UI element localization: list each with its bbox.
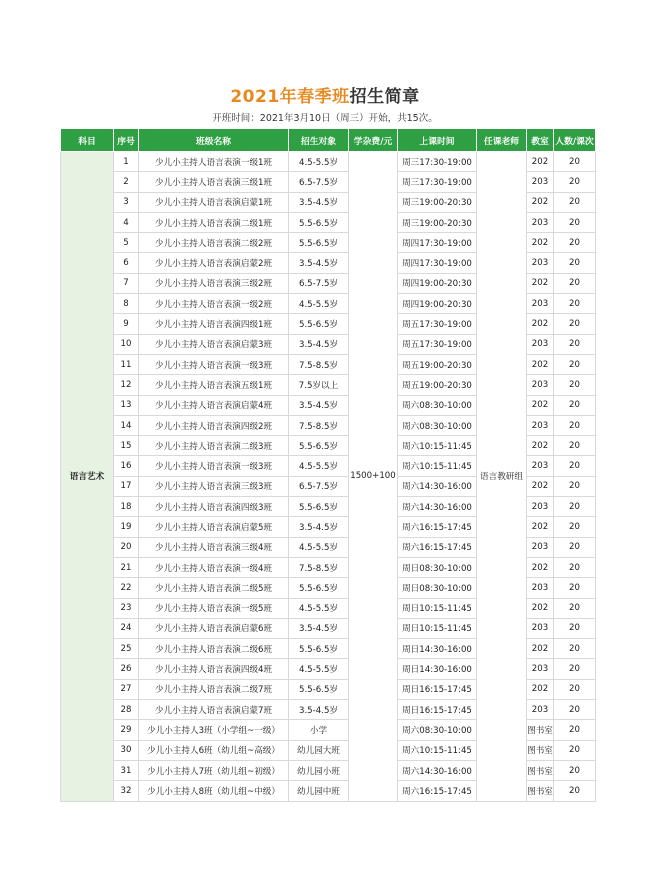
seat-count: 20: [554, 781, 596, 801]
header-cell: 人数/课次: [554, 129, 596, 152]
row-number: 6: [114, 253, 139, 273]
row-number: 31: [114, 760, 139, 780]
row-number: 5: [114, 233, 139, 253]
subject-cell: 语言艺术: [61, 152, 114, 802]
class-time: 周四17:30-19:00: [398, 253, 477, 273]
row-number: 4: [114, 212, 139, 232]
classroom: 203: [527, 294, 554, 314]
seat-count: 20: [554, 233, 596, 253]
row-number: 7: [114, 273, 139, 293]
seat-count: 20: [554, 740, 596, 760]
class-time: 周三17:30-19:00: [398, 152, 477, 172]
seat-count: 20: [554, 294, 596, 314]
header-cell: 序号: [114, 129, 139, 152]
seat-count: 20: [554, 354, 596, 374]
header-cell: 教室: [527, 129, 554, 152]
class-time: 周五19:00-20:30: [398, 375, 477, 395]
classroom: 203: [527, 334, 554, 354]
target-audience: 7.5岁以上: [289, 375, 349, 395]
target-audience: 5.5-6.5岁: [289, 497, 349, 517]
row-number: 21: [114, 557, 139, 577]
classroom: 203: [527, 456, 554, 476]
class-time: 周六10:15-11:45: [398, 740, 477, 760]
class-name: 少儿小主持人语言表演一级3班: [139, 354, 289, 374]
row-number: 30: [114, 740, 139, 760]
seat-count: 20: [554, 314, 596, 334]
classroom: 203: [527, 415, 554, 435]
classroom: 202: [527, 517, 554, 537]
class-time: 周五19:00-20:30: [398, 354, 477, 374]
class-time: 周日16:15-17:45: [398, 679, 477, 699]
class-name: 少儿小主持人语言表演二级3班: [139, 436, 289, 456]
class-name: 少儿小主持人语言表演启蒙5班: [139, 517, 289, 537]
row-number: 26: [114, 659, 139, 679]
header-cell: 招生对象: [289, 129, 349, 152]
class-time: 周六16:15-17:45: [398, 517, 477, 537]
seat-count: 20: [554, 415, 596, 435]
class-time: 周四19:00-20:30: [398, 294, 477, 314]
class-time: 周六10:15-11:45: [398, 436, 477, 456]
seat-count: 20: [554, 253, 596, 273]
classroom: 202: [527, 557, 554, 577]
target-audience: 5.5-6.5岁: [289, 679, 349, 699]
class-name: 少儿小主持人语言表演一级3班: [139, 456, 289, 476]
class-time: 周六16:15-17:45: [398, 781, 477, 801]
target-audience: 幼儿园大班: [289, 740, 349, 760]
target-audience: 4.5-5.5岁: [289, 598, 349, 618]
fee-cell: 1500+100: [349, 152, 398, 802]
seat-count: 20: [554, 659, 596, 679]
class-name: 少儿小主持人语言表演启蒙1班: [139, 192, 289, 212]
row-number: 15: [114, 436, 139, 456]
target-audience: 3.5-4.5岁: [289, 700, 349, 720]
class-name: 少儿小主持人语言表演启蒙3班: [139, 334, 289, 354]
seat-count: 20: [554, 700, 596, 720]
class-name: 少儿小主持人语言表演启蒙7班: [139, 700, 289, 720]
seat-count: 20: [554, 273, 596, 293]
classroom: 203: [527, 618, 554, 638]
classroom: 203: [527, 700, 554, 720]
class-time: 周三19:00-20:30: [398, 192, 477, 212]
classroom: 图书室: [527, 781, 554, 801]
header-cell: 学杂费/元: [349, 129, 398, 152]
class-name: 少儿小主持人语言表演启蒙4班: [139, 395, 289, 415]
teacher-cell: 语言教研组: [477, 152, 527, 802]
class-name: 少儿小主持人语言表演五级1班: [139, 375, 289, 395]
seat-count: 20: [554, 537, 596, 557]
target-audience: 4.5-5.5岁: [289, 456, 349, 476]
classroom: 203: [527, 172, 554, 192]
class-time: 周四19:00-20:30: [398, 273, 477, 293]
class-name: 少儿小主持人6班（幼儿组~高级）: [139, 740, 289, 760]
class-time: 周六16:15-17:45: [398, 537, 477, 557]
classroom: 图书室: [527, 720, 554, 740]
row-number: 28: [114, 700, 139, 720]
class-name: 少儿小主持人语言表演三级4班: [139, 537, 289, 557]
seat-count: 20: [554, 476, 596, 496]
class-name: 少儿小主持人语言表演二级7班: [139, 679, 289, 699]
target-audience: 6.5-7.5岁: [289, 273, 349, 293]
classroom: 202: [527, 233, 554, 253]
classroom: 203: [527, 375, 554, 395]
class-name: 少儿小主持人语言表演一级5班: [139, 598, 289, 618]
seat-count: 20: [554, 760, 596, 780]
class-name: 少儿小主持人语言表演二级2班: [139, 233, 289, 253]
class-name: 少儿小主持人语言表演一级4班: [139, 557, 289, 577]
row-number: 3: [114, 192, 139, 212]
target-audience: 4.5-5.5岁: [289, 294, 349, 314]
class-time: 周六14:30-16:00: [398, 497, 477, 517]
class-time: 周日10:15-11:45: [398, 598, 477, 618]
row-number: 11: [114, 354, 139, 374]
classroom: 203: [527, 659, 554, 679]
seat-count: 20: [554, 497, 596, 517]
target-audience: 6.5-7.5岁: [289, 476, 349, 496]
classroom: 202: [527, 476, 554, 496]
target-audience: 5.5-6.5岁: [289, 578, 349, 598]
class-name: 少儿小主持人7班（幼儿组~初级）: [139, 760, 289, 780]
class-time: 周四17:30-19:00: [398, 233, 477, 253]
seat-count: 20: [554, 212, 596, 232]
classroom: 202: [527, 639, 554, 659]
class-name: 少儿小主持人语言表演四级1班: [139, 314, 289, 334]
class-name: 少儿小主持人3班（小学组~一级）: [139, 720, 289, 740]
seat-count: 20: [554, 557, 596, 577]
class-time: 周日08:30-10:00: [398, 578, 477, 598]
target-audience: 3.5-4.5岁: [289, 618, 349, 638]
row-number: 22: [114, 578, 139, 598]
seat-count: 20: [554, 192, 596, 212]
class-time: 周六08:30-10:00: [398, 415, 477, 435]
class-name: 少儿小主持人语言表演三级2班: [139, 273, 289, 293]
class-time: 周三17:30-19:00: [398, 172, 477, 192]
class-name: 少儿小主持人语言表演四级3班: [139, 497, 289, 517]
class-name: 少儿小主持人语言表演启蒙2班: [139, 253, 289, 273]
table-row: [61, 152, 596, 172]
target-audience: 3.5-4.5岁: [289, 395, 349, 415]
class-name: 少儿小主持人语言表演一级1班: [139, 152, 289, 172]
row-number: 9: [114, 314, 139, 334]
target-audience: 3.5-4.5岁: [289, 334, 349, 354]
classroom: 203: [527, 497, 554, 517]
class-name: 少儿小主持人语言表演四级2班: [139, 415, 289, 435]
classroom: 202: [527, 598, 554, 618]
target-audience: 5.5-6.5岁: [289, 314, 349, 334]
row-number: 16: [114, 456, 139, 476]
class-name: 少儿小主持人语言表演三级1班: [139, 172, 289, 192]
class-name: 少儿小主持人语言表演二级1班: [139, 212, 289, 232]
row-number: 18: [114, 497, 139, 517]
seat-count: 20: [554, 720, 596, 740]
classroom: 图书室: [527, 760, 554, 780]
header-cell: 上课时间: [398, 129, 477, 152]
target-audience: 4.5-5.5岁: [289, 537, 349, 557]
classroom: 202: [527, 395, 554, 415]
row-number: 8: [114, 294, 139, 314]
classroom: 202: [527, 152, 554, 172]
class-time: 周日14:30-16:00: [398, 659, 477, 679]
classroom: 203: [527, 212, 554, 232]
class-time: 周六10:15-11:45: [398, 456, 477, 476]
row-number: 14: [114, 415, 139, 435]
class-time: 周三19:00-20:30: [398, 212, 477, 232]
seat-count: 20: [554, 456, 596, 476]
title-rest: 招生简章: [349, 87, 420, 107]
target-audience: 幼儿园中班: [289, 781, 349, 801]
seat-count: 20: [554, 375, 596, 395]
row-number: 23: [114, 598, 139, 618]
classroom: 202: [527, 192, 554, 212]
seat-count: 20: [554, 517, 596, 537]
row-number: 19: [114, 517, 139, 537]
seat-count: 20: [554, 679, 596, 699]
target-audience: 5.5-6.5岁: [289, 639, 349, 659]
classroom: 202: [527, 314, 554, 334]
row-number: 32: [114, 781, 139, 801]
header-cell: 科目: [61, 129, 114, 152]
seat-count: 20: [554, 436, 596, 456]
class-name: 少儿小主持人语言表演一级2班: [139, 294, 289, 314]
classroom: 202: [527, 273, 554, 293]
classroom: 202: [527, 436, 554, 456]
target-audience: 4.5-5.5岁: [289, 659, 349, 679]
row-number: 24: [114, 618, 139, 638]
class-name: 少儿小主持人语言表演四级4班: [139, 659, 289, 679]
target-audience: 3.5-4.5岁: [289, 192, 349, 212]
seat-count: 20: [554, 152, 596, 172]
class-name: 少儿小主持人8班（幼儿组~中级）: [139, 781, 289, 801]
table-body: [61, 152, 596, 802]
class-time: 周日08:30-10:00: [398, 557, 477, 577]
header-cell: 任课老师: [477, 129, 527, 152]
classroom: 203: [527, 253, 554, 273]
row-number: 17: [114, 476, 139, 496]
target-audience: 5.5-6.5岁: [289, 212, 349, 232]
row-number: 10: [114, 334, 139, 354]
page-title: [0, 82, 650, 107]
class-name: 少儿小主持人语言表演启蒙6班: [139, 618, 289, 638]
class-time: 周六14:30-16:00: [398, 760, 477, 780]
row-number: 25: [114, 639, 139, 659]
target-audience: 4.5-5.5岁: [289, 152, 349, 172]
target-audience: 7.5-8.5岁: [289, 354, 349, 374]
header-cell: 班级名称: [139, 129, 289, 152]
title-accent: 2021年春季班: [230, 87, 350, 107]
header-row: [61, 129, 596, 152]
seat-count: 20: [554, 395, 596, 415]
classroom: 图书室: [527, 740, 554, 760]
target-audience: 7.5-8.5岁: [289, 557, 349, 577]
row-number: 27: [114, 679, 139, 699]
row-number: 29: [114, 720, 139, 740]
page-subtitle: 开班时间：2021年3月10日（周三）开始，共15次。: [212, 113, 438, 124]
classroom: 202: [527, 354, 554, 374]
target-audience: 3.5-4.5岁: [289, 253, 349, 273]
class-time: 周日16:15-17:45: [398, 700, 477, 720]
target-audience: 5.5-6.5岁: [289, 436, 349, 456]
enrollment-table: [60, 128, 596, 802]
class-time: 周六08:30-10:00: [398, 720, 477, 740]
target-audience: 幼儿园小班: [289, 760, 349, 780]
class-time: 周五17:30-19:00: [398, 314, 477, 334]
class-time: 周日14:30-16:00: [398, 639, 477, 659]
class-name: 少儿小主持人语言表演二级5班: [139, 578, 289, 598]
row-number: 20: [114, 537, 139, 557]
classroom: 203: [527, 578, 554, 598]
target-audience: 3.5-4.5岁: [289, 517, 349, 537]
row-number: 13: [114, 395, 139, 415]
seat-count: 20: [554, 334, 596, 354]
seat-count: 20: [554, 618, 596, 638]
class-time: 周日10:15-11:45: [398, 618, 477, 638]
class-time: 周六08:30-10:00: [398, 395, 477, 415]
seat-count: 20: [554, 172, 596, 192]
row-number: 12: [114, 375, 139, 395]
seat-count: 20: [554, 578, 596, 598]
seat-count: 20: [554, 639, 596, 659]
target-audience: 5.5-6.5岁: [289, 233, 349, 253]
row-number: 2: [114, 172, 139, 192]
class-name: 少儿小主持人语言表演二级6班: [139, 639, 289, 659]
row-number: 1: [114, 152, 139, 172]
class-name: 少儿小主持人语言表演三级3班: [139, 476, 289, 496]
class-time: 周五17:30-19:00: [398, 334, 477, 354]
target-audience: 7.5-8.5岁: [289, 415, 349, 435]
class-time: 周六14:30-16:00: [398, 476, 477, 496]
classroom: 203: [527, 537, 554, 557]
target-audience: 小学: [289, 720, 349, 740]
target-audience: 6.5-7.5岁: [289, 172, 349, 192]
seat-count: 20: [554, 598, 596, 618]
classroom: 202: [527, 679, 554, 699]
